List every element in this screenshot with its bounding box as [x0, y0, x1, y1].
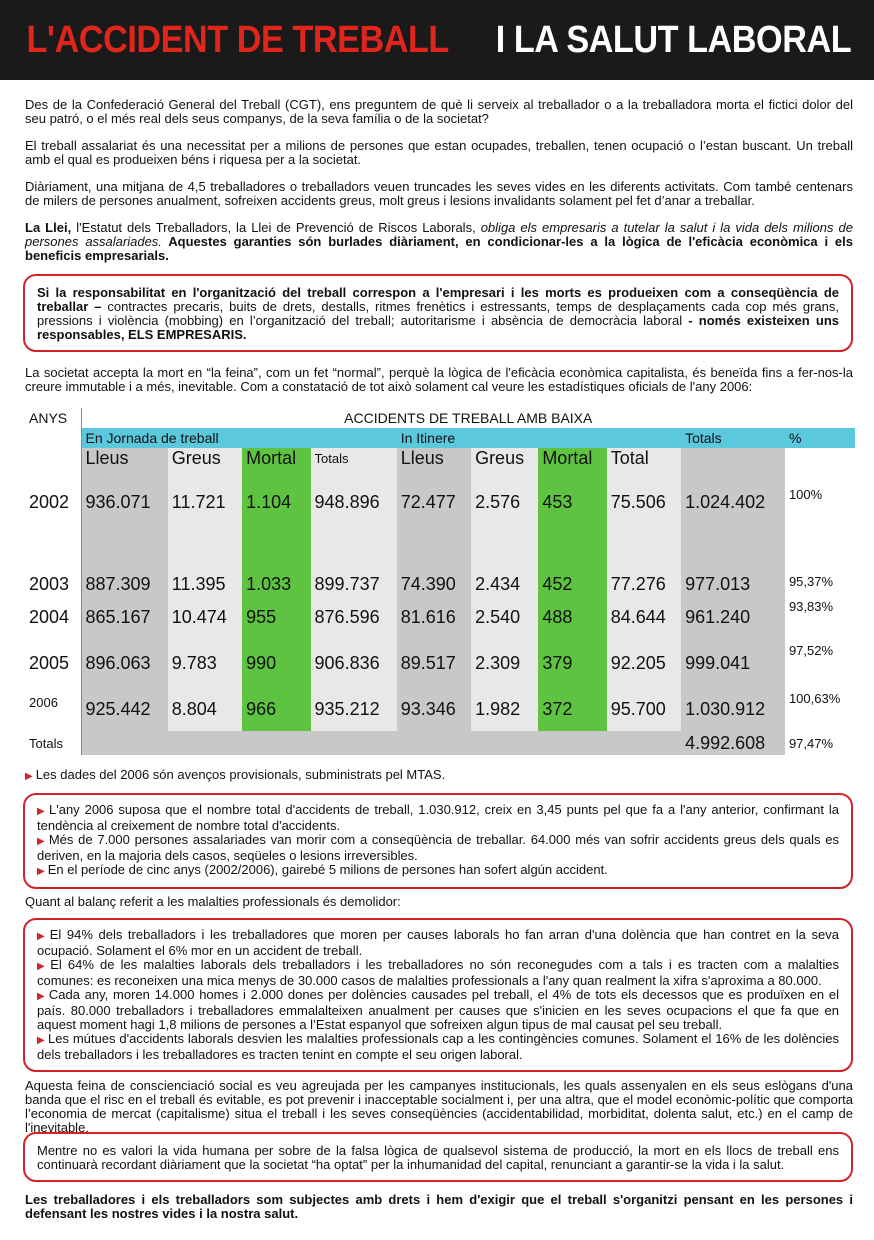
triangle-icon: ▶: [37, 1035, 45, 1046]
cell: 95.700: [607, 687, 681, 731]
campaigns-paragraph: Aquesta feina de conscienciació social es veu agreujada per les campanyes institucionals, les quals assenyalen en els seus eslògans d'una banda que el risc en el treball és evitable, es pot prevenir i inacceptable socialment i, per una altra, que el model econòmic-polític que comporta l’economia de mercat (capitalisme) situa el treball i les seves conseqüències (accidentabilidad, morbiditat, dolenta salut, etc.) en el camp de l'inevitable.: [25, 1078, 853, 1135]
cell-pct: 93,83%: [788, 599, 834, 614]
cell: 452: [538, 535, 606, 595]
cell: 74.390: [397, 535, 471, 595]
cell: 936.071: [81, 469, 168, 535]
intro-paragraph-2: El treball assalariat és una necessitat per a milions de persones que estan ocupades, treballen, tenen ocupació o l’estan buscant. Un treball amb el qual es produeixen béns i riquesa per a la societat.: [25, 138, 853, 167]
list-item: [37, 988, 839, 1032]
row-year: 2006: [25, 687, 81, 731]
row-year: 2002: [25, 469, 81, 535]
cell: 966: [242, 687, 310, 731]
cell: 999.041: [681, 639, 785, 687]
society-paragraph: La societat accepta la mort en “la feina”, com un fet “normal”, perquè la lògica de l'eficàcia econòmica capitalista, és beneïda fins a fer-nos-la creure immutable i a més, inevitable. Com a constatació de tot això solament cal veure les estadístiques oficials de l'any 2006:: [25, 365, 853, 394]
responsibility-bold: Si la responsabilitat en l'organització del treball correspon a l'empresari i les morts es produeixen com a conseqüència de treballar –: [37, 285, 839, 314]
list-item-text: Cada any, moren 14.000 homes i 2.000 dones per dolències causades pel treball, el 4% de tots els decessos que es produïxen en el país. 80.000 treballadors i treballadores emmalalteixen anualment per causes que s'inicien en les seves ocupacions el que fa que en aquest moment hagi 1,8 milions de persones a l’Estat espanyol que sofreixen algun tipus de mal causat pel seu treball.: [37, 987, 839, 1032]
balance-line: Quant al balanç referit a les malalties professionals és demolidor:: [25, 894, 401, 909]
cell: 453: [538, 469, 606, 535]
cell: 81.616: [397, 595, 471, 639]
responsibility-text: contractes precaris, buits de drets, destalls, ritmes frenètics i estressants, temps de desplaçaments cada cop més grans, pressions i violència (mobbing) en l’organització del treball; autoritarisme i absència de democràcia laboral: [37, 299, 839, 328]
closing-statement: Les treballadores i els treballadors som subjectes amb drets i hem d'exigir que el treball s'organitzi pensant en les persones i defensant les nostres vides i la nostra salut.: [25, 1192, 853, 1221]
cell: 887.309: [81, 535, 168, 595]
law-label: La Llei,: [25, 220, 72, 235]
cell: 925.442: [81, 687, 168, 731]
sub-mortal: Mortal: [242, 448, 310, 469]
intro-section: [25, 98, 853, 276]
table-row: [25, 687, 855, 731]
cell-pct: 97,52%: [788, 643, 834, 658]
law-italic: obliga els empresaris a tutelar la salut i la vida dels milions de persones assalariades.: [25, 220, 853, 249]
cell: 977.013: [681, 535, 785, 595]
title-white: I LA SALUT LABORAL: [496, 19, 852, 61]
list-item-text: L'any 2006 suposa que el nombre total d'accidents de treball, 1.030.912, creix en 3,45 punts pel que fa a l'any anterior, confirmant la tendència al creixement de nombre total d'accidents.: [37, 802, 839, 833]
provisional-note: [25, 768, 445, 784]
sub-lleus-itinere: Lleus: [397, 448, 471, 469]
responsibility-box: [23, 274, 853, 352]
triangle-icon: ▶: [37, 991, 46, 1002]
cell: 935.212: [311, 687, 397, 731]
cell: 1.982: [471, 687, 538, 731]
row-year: 2005: [25, 639, 81, 687]
law-text: l'Estatut dels Treballadors, la Llei de Prevenció de Riscos Laborals,: [71, 220, 481, 235]
totals-pct: 97,47%: [788, 735, 834, 751]
cell: 84.644: [607, 595, 681, 639]
cell: 906.836: [311, 639, 397, 687]
intro-paragraph-4: [25, 221, 853, 263]
cell: 876.596: [311, 595, 397, 639]
totals-value: 4.992.608: [681, 731, 785, 755]
sub-greus: Greus: [168, 448, 242, 469]
triangle-icon: ▶: [37, 866, 45, 877]
cell: 1.104: [242, 469, 310, 535]
cell: 955: [242, 595, 310, 639]
table-row: [25, 639, 855, 687]
cell: 1.033: [242, 535, 310, 595]
cell: 11.721: [168, 469, 242, 535]
sub-totals: Totals: [311, 448, 397, 469]
list-item: [37, 833, 839, 863]
totals-header: Totals: [681, 428, 785, 448]
table-row: [25, 535, 855, 595]
list-item-text: El 94% dels treballadors i les treballadores que moren per causes laborals ho fan arran d'una dolència que han contret en la seva ocupació. Solament el 6% mor en un accident de treball.: [37, 927, 839, 958]
cell: 72.477: [397, 469, 471, 535]
diseases-box: [23, 918, 853, 1072]
cell: 2.540: [471, 595, 538, 639]
responsibility-conclusion: - només existeixen uns responsables, ELS EMPRESARIS.: [37, 313, 839, 342]
cell: 2.434: [471, 535, 538, 595]
cell: 896.063: [81, 639, 168, 687]
pct-header: %: [785, 428, 855, 448]
list-item: [37, 1032, 839, 1062]
note-text: Les dades del 2006 són avenços provisionals, subministrats pel MTAS.: [35, 767, 446, 782]
cell: 865.167: [81, 595, 168, 639]
row-year: 2004: [25, 595, 81, 639]
cell: 990: [242, 639, 310, 687]
totals-row: [25, 731, 855, 755]
list-item-text: Les mútues d'accidents laborals desvien les malalties professionals cap a les contingències comunes. Solament el 16% de les dolències dels treballadors i les treballadores es tracten tenint en compte el seu origen laboral.: [37, 1031, 839, 1062]
cell: 961.240: [681, 595, 785, 639]
list-item-text: En el període de cinc anys (2002/2006), gairebé 5 milions de persones han sofert algún accident.: [47, 862, 608, 877]
title-red: L'ACCIDENT DE TREBALL: [26, 19, 449, 61]
sub-lleus: Lleus: [81, 448, 168, 469]
cell: 9.783: [168, 639, 242, 687]
conclusion-box: Mentre no es valori la vida humana per sobre de la falsa lògica de qualsevol sistema de producció, la mort en els llocs de treball ens continuarà recordant diàriament que la societat “ha optat” per la inhumanidad del capital, renunciant a garantir-se la vida i la salut.: [23, 1132, 853, 1182]
cell-pct: 100,63%: [788, 691, 841, 706]
jornada-header: En Jornada de treball: [81, 428, 397, 448]
list-item: [37, 863, 839, 879]
sub-total-itinere: Total: [607, 448, 681, 469]
cell: 2.309: [471, 639, 538, 687]
cell: 75.506: [607, 469, 681, 535]
cell-pct: 100%: [788, 487, 823, 502]
cell: 948.896: [311, 469, 397, 535]
cell: 2.576: [471, 469, 538, 535]
totals-label: Totals: [25, 731, 81, 755]
triangle-icon: ▶: [37, 836, 46, 847]
intro-paragraph-1: Des de la Confederació General del Treball (CGT), ens preguntem de què li serveix al treballador o a la treballadora morta el fictici dolor del seu patró, o el més real dels seus companys, de la seva família o de la societat?: [25, 97, 853, 126]
sub-greus-itinere: Greus: [471, 448, 538, 469]
cell: 899.737: [311, 535, 397, 595]
triangle-icon: ▶: [25, 771, 33, 782]
cell: 10.474: [168, 595, 242, 639]
triangle-icon: ▶: [37, 931, 47, 942]
itinere-header: In Itinere: [397, 428, 607, 448]
cell: 93.346: [397, 687, 471, 731]
cell: 92.205: [607, 639, 681, 687]
list-item: [37, 958, 839, 988]
page-header: [0, 0, 874, 80]
triangle-icon: ▶: [37, 961, 48, 972]
row-year: 2003: [25, 535, 81, 595]
cell: 488: [538, 595, 606, 639]
cell-pct: 95,37%: [788, 574, 834, 589]
cell: 372: [538, 687, 606, 731]
anys-header: ANYS: [25, 408, 81, 428]
table-row: [25, 595, 855, 639]
table-title: ACCIDENTS DE TREBALL AMB BAIXA: [344, 410, 593, 426]
stats-box: [23, 793, 853, 889]
table-row: [25, 469, 855, 535]
cell: 11.395: [168, 535, 242, 595]
intro-paragraph-3: Diàriament, una mitjana de 4,5 treballadores o treballadors veuen truncades les seves vides en les diferents activitats. Com també centenars de milers de persones anualment, sofreixen accidents greus, molt greus i lesions invalidants solament pel fet d’anar a treballar.: [25, 179, 853, 208]
cell: 77.276: [607, 535, 681, 595]
triangle-icon: ▶: [37, 806, 46, 817]
list-item: [37, 803, 839, 833]
list-item-text: El 64% de les malalties laborals dels treballadors i les treballadores no són reconegudes com a tals i es tracten com a malalties comunes: es reconeixen una mica menys de 30.000 casos de malalties professionals a l'any quan realment la xifra s'aproxima a 80.000.: [37, 957, 839, 988]
accidents-table: [25, 408, 855, 755]
list-item-text: Més de 7.000 persones assalariades van morir com a conseqüència de treballar. 64.000 més van sofrir accidents greus dels quals es deriven, en la majoria dels casos, seqüeles o lesions irreversibles.: [37, 832, 839, 863]
sub-mortal-itinere: Mortal: [538, 448, 606, 469]
cell: 89.517: [397, 639, 471, 687]
cell: 1.030.912: [681, 687, 785, 731]
cell: 379: [538, 639, 606, 687]
cell: 1.024.402: [681, 469, 785, 535]
cell: 8.804: [168, 687, 242, 731]
law-bold: Aquestes garanties són burlades diàriament, en condicionar-les a la lògica de l'eficàcia econòmica i els beneficis empresarials.: [25, 234, 853, 263]
list-item: [37, 928, 839, 958]
